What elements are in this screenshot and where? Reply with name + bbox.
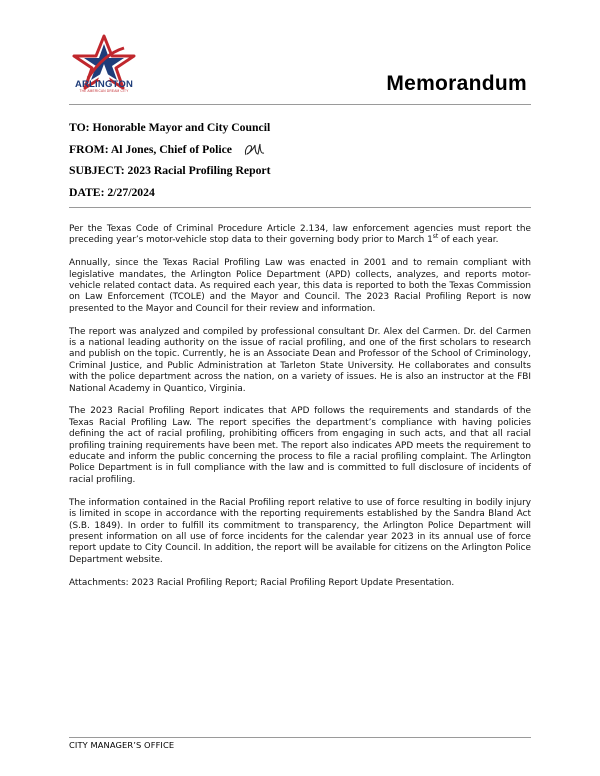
footer-office: CITY MANAGER’S OFFICE — [69, 740, 175, 750]
logo-tagline: THE AMERICAN DREAM CITY — [79, 89, 129, 93]
paragraph-3: The report was analyzed and compiled by professional consultant Dr. Alex del Carmen. Dr. del Carmen is a national leading authority on the issue of racial profiling, and one of the first scholars to research and publish on the topic. Currently, he is an Associate Dean and Professor of the School of Criminology, Criminal Justice, and Public Administration at Tarleton State University. He collaborates and consults with the police department across the nation, on a variety of issues. He is also an instructor at the FBI National Academy in Quantico, Virginia. — [69, 326, 531, 394]
memo-to: TO: Honorable Mayor and City Council — [69, 121, 271, 134]
memo-from: FROM: Al Jones, Chief of Police — [69, 142, 232, 156]
signature-initials-icon — [243, 142, 265, 158]
logo-wordmark: ARLINGTON — [74, 79, 134, 90]
attachments-line: Attachments: 2023 Racial Profiling Report; Racial Profiling Report Update Presentation. — [69, 577, 455, 588]
memo-header — [69, 117, 271, 203]
memo-subject: SUBJECT: 2023 Racial Profiling Report — [69, 164, 271, 177]
paragraph-1: Per the Texas Code of Criminal Procedure Article 2.134, law enforcement agencies must report the preceding year’s motor-vehicle stop data to their governing body prior to March 1st of each year. — [69, 224, 531, 246]
footer-divider — [69, 737, 531, 738]
memo-body — [69, 224, 531, 600]
header-divider — [69, 104, 531, 105]
memo-from-row — [69, 139, 271, 161]
body-divider — [69, 207, 531, 208]
page-title: Memorandum — [386, 72, 527, 95]
superscript: st — [432, 233, 439, 241]
paragraph-2: Annually, since the Texas Racial Profiling Law was enacted in 2001 and to remain compliant with legislative mandates, the Arlington Police Department (APD) collects, analyzes, and reports motor-vehicle related contact data. As required each year, this data is reported to both the Texas Commission on Law Enforcement (TCOLE) and the Mayor and Council. The 2023 Racial Profiling Report is now presented to the Mayor and Council for their review and information. — [69, 258, 531, 314]
memo-date: DATE: 2/27/2024 — [69, 185, 155, 199]
paragraph-5: The information contained in the Racial Profiling report relative to use of force resulting in bodily injury is limited in scope in accordance with the reporting requirements established by the Sandra Bland Act (S.B. 1849). In order to fulfill its commitment to transparency, the Arlington Police Department will present information on all use of force incidents for the calendar year 2023 in its annual use of force report update to City Council. In addition, the report will be available for citizens on the Arlington Police Department website. — [69, 497, 531, 565]
paragraph-4: The 2023 Racial Profiling Report indicates that APD follows the requirements and standards of the Texas Racial Profiling Law. The report specifies the department’s compliance with having policies defining the act of racial profiling, prohibiting officers from engaging in such acts, and that all racial profiling training requirements have been met. The report also indicates APD meets the requirement to educate and inform the public concerning the process to file a racial profiling complaint. The Arlington Police Department is in full compliance with the law and is committed to full disclosure of incidents of racial profiling. — [69, 406, 531, 485]
